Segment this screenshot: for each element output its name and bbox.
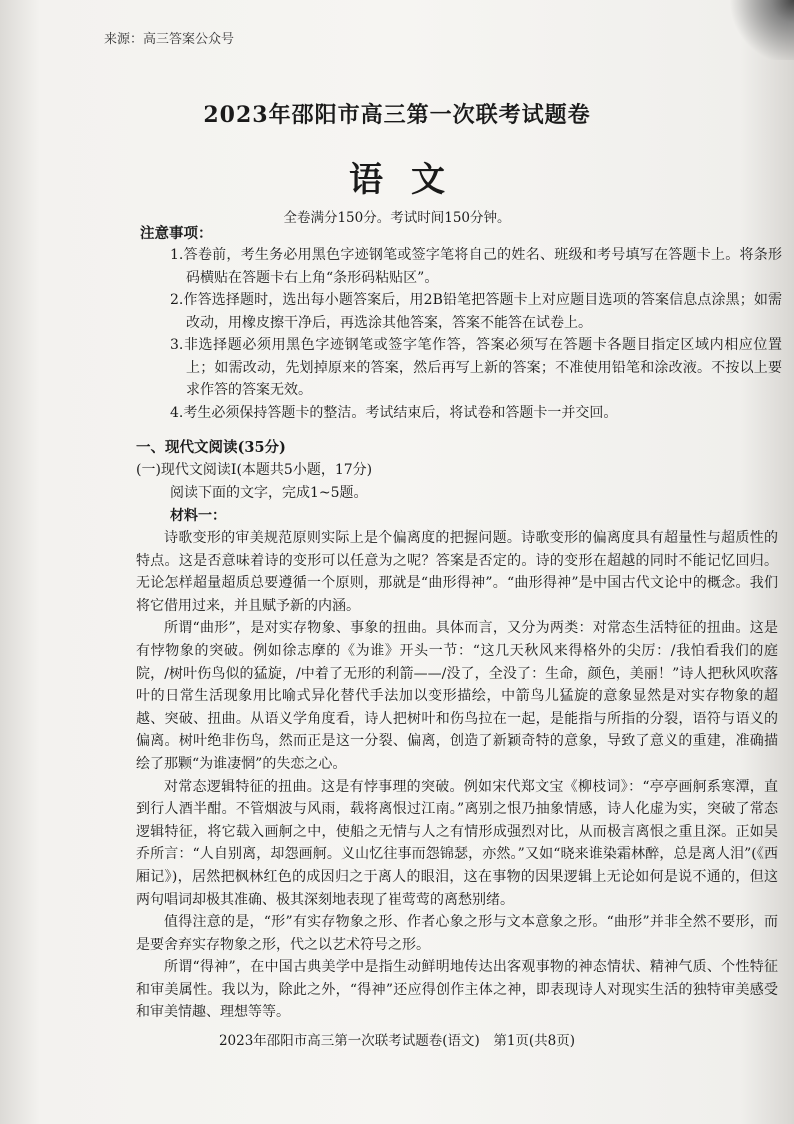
notice-item: 3.非选择题必须用黑色字迹钢笔或签字笔作答，答案必须写在答题卡各题目指定区域内相应位置上；如需改动，先划掉原来的答案，然后再写上新的答案；不准使用铅笔和涂改液。不按以上要求作答的答案无效。 [170,337,782,398]
reading-passage [136,527,778,1024]
notice-heading: 注意事项： [140,225,213,242]
exam-title: 2023年邵阳市高三第一次联考试题卷 [203,102,591,128]
notice-item: 2.作答选择题时，选出每小题答案后，用2B铅笔把答题卡上对应题目选项的答案信息点涂黑；如需改动，用橡皮擦干净后，再选涂其他答案，答案不能答在试卷上。 [170,292,782,331]
subject-title: 语文 [349,160,473,200]
scan-shadow [724,0,794,60]
notice-item: 1.答卷前，考生务必用黑色字迹钢笔或签字笔将自己的姓名、班级和考号填写在答题卡上。将条形码横贴在答题卡右上角“条形码粘贴区”。 [170,247,782,286]
passage-paragraph: 诗歌变形的审美规范原则实际上是个偏离度的把握问题。诗歌变形的偏离度具有超量性与超质性的特点。这是否意味着诗的变形可以任意为之呢？答案是否定的。诗的变形在超越的同时不能记忆回归。无论怎样超量超质总要遵循一个原则，那就是“曲形得神”。“曲形得神”是中国古代文论中的概念。我们将它借用过来，并且赋予新的内涵。 [136,530,778,614]
reading-instruction: 阅读下面的文字，完成1~5题。 [170,485,368,501]
passage-paragraph: 所谓“曲形”，是对实存物象、事象的扭曲。具体而言，又分为两类：对常态生活特征的扭曲。这是有悖物象的突破。例如徐志摩的《为谁》开头一节：“这几天秋风来得格外的尖厉：/我怕看我们的庭院，/树叶伤鸟似的猛旋，/中着了无形的利箭——/没了，全没了：生命，颜色，美丽！”诗人把秋风吹落叶的日常生活现象用比喻式异化替代手法加以变形描绘，中箭鸟儿猛旋的意象显然是对实存物象的超越、突破、扭曲。从语义学角度看，诗人把树叶和伤鸟拉在一起，是能指与所指的分裂，语符与语义的偏离。树叶绝非伤鸟，然而正是这一分裂、偏离，创造了新颖奇特的意象，导致了意义的重建，准确描绘了那颗“为谁凄惘”的失恋之心。 [136,620,778,772]
notice-list [170,244,782,424]
source-label: 来源：高三答案公众号 [104,32,235,47]
exam-meta: 全卷满分150分。考试时间150分钟。 [283,210,511,226]
section-heading: 一、现代文阅读(35分) [136,439,286,456]
notice-item: 4.考生必须保持答题卡的整洁。考试结束后，将试卷和答题卡一并交回。 [170,404,618,421]
passage-paragraph: 值得注意的是，“形”有实存物象之形、作者心象之形与文本意象之形。“曲形”并非全然不要形，而是要舍弃实存物象之形，代之以艺术符号之形。 [136,914,778,953]
passage-paragraph: 对常态逻辑特征的扭曲。这是有悖事理的突破。例如宋代郑文宝《柳枝词》：“亭亭画舸系寒潭，直到行人酒半酣。不管烟波与风雨，载将离恨过江南。”离别之恨乃抽象情感，诗人化虚为实，突破了常态逻辑特征，将它载入画舸之中，使船之无情与人之有情形成强烈对比，从而极言离恨之重且深。正如吴乔所言：“人自别离，却怨画舸。义山忆往事而怨锦瑟，亦然。”又如“晓来谁染霜林醉，总是离人泪”(《西厢记》)，居然把枫林红色的成因归之于离人的眼泪，这在事物的因果逻辑上无论如何是说不通的，但这两句唱词却极其准确、极其深刻地表现了崔莺莺的离愁别绪。 [136,778,778,908]
page-footer: 2023年邵阳市高三第一次联考试题卷(语文) 第1页(共8页) [218,1033,576,1049]
passage-paragraph: 所谓“得神”，在中国古典美学中是指生动鲜明地传达出客观事物的神态情状、精神气质、个性特征和审美属性。我以为，除此之外，“得神”还应得创作主体之神，即表现诗人对现实生活的独特审美感受和审美情趣、理想等等。 [136,959,778,1021]
section-subheading: (一)现代文阅读Ⅰ(本题共5小题，17分) [136,462,373,478]
material-label: 材料一： [170,508,226,524]
